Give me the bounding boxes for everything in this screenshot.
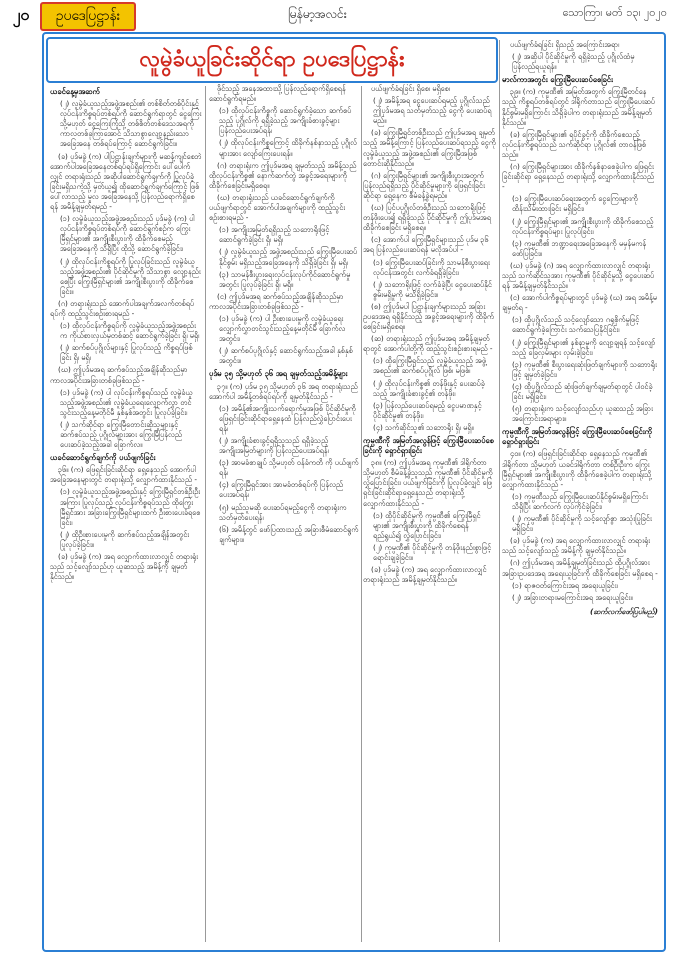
- clause-item: (၄) ထိုပုဂ္ဂိုလ်သည် ဆုံးဖြတ်ချက်ချမှတ်ရာတွင် ပါဝင်ခဲ့ခြင်း မရှိခြင်း၊: [512, 381, 653, 401]
- page-header: [0, 0, 679, 30]
- clause-item: (၁) ပုဒ်မခွဲ (က) ပါ ဦးစားပေးမှုကို လူမွဲခံယူရေးလျှောက်လွှာတင်သွင်းသည့်နေ့မတိုင်မီ ခြောက်လအတွင်း၊: [219, 313, 346, 344]
- paragraph: (ခ) ပုဒ်မခွဲ (က) အရ လျှောက်ထားလာလျှင် တရားရုံးသည် သင့်လျော်သည်ဟု ယူဆသည့် အမိန့်ကို ချမှတ်နိုင်သည်။: [50, 552, 199, 582]
- paragraph: ၃၆။ (က) ဖြေရှင်းခြင်းဆိုင်ရာ ရှေ့နေသည် အောက်ပါအခြေအနေများတွင် တရားရုံးသို့ လျှောက်ထားနိုင်သည် -: [50, 465, 197, 485]
- paragraph: ၄၀။ (က) ဖြေရှင်းခြင်းဆိုင်ရာ ရှေ့နေသည် ကုမ္ပဏီ၏ ဒါရိုက်တာ သို့မဟုတ် ယခင်ဒါရိုက်တာ တစ်ဦးဦးက ကြွေးမြီရှင်များ၏ အကျိုးစီးပွားကို ထိခိုက်စေခဲ့ပါက တရားရုံးသို့ လျှောက်ထားနိုင်သည် -: [502, 449, 652, 489]
- column-1: [50, 84, 202, 942]
- paragraph: ဖိုင်သည့် အနေအထားသို့ ပြန်လည်ရောက်ရှိစေရန် ဆောင်ရွက်ရမည်။: [209, 84, 346, 104]
- clause-item: (၃) ကုမ္ပဏီ၏ စီးပွားရေးဆုံးဖြတ်ချက်များကို သဘောရိုးဖြင့် ချမှတ်ခဲ့ခြင်း၊: [512, 359, 657, 379]
- clause-item: (၂) အမိန့်အရ ငွေပေးဆပ်ရမည့် ပုဂ္ဂိုလ်သည် ဤပုဒ်မအရ သတ်မှတ်သည့် ငွေကို ပေးဆပ်ရမည်။: [373, 96, 492, 126]
- clause-item: (၂) လူမွဲခံယူသည့် အဖွဲ့အစည်းသည် ကြွေးမြီပေးဆပ်နိုင်စွမ်း မရှိသည့်အခြေအနေကို သိရှိခဲ့ခြင်း ရှိ၊ မရှိ၊: [219, 247, 358, 267]
- clause-item: (၂) ကြွေးမြီရှင်များ၏ နစ်နာမှုကို လျော့ချရန် သင့်လျော်သည့် ခြေလှမ်းများ လှမ်းခဲ့ခြင်း၊: [512, 337, 656, 357]
- clause-item: (၂) ကြွေးမြီရှင်များ၏ အကျိုးစီးပွားကို ထိခိုက်စေသည့် လုပ်ငန်းကိစ္စရပ်များ ပြုလုပ်ခြင်း၊: [512, 216, 654, 236]
- clause-item: (၄) သက်ဆိုင်သူ၏ သဘောရိုး ရှိ၊ မရှိ။: [373, 422, 474, 432]
- paragraph: (စ) ဤပုဒ်မပါ ပြဋ္ဌာန်းချက်များသည် အခြားဥပဒေအရ ရရှိနိုင်သည့် အခွင့်အရေးများကို ထိခိုက်စေခြင်းမရှိစေရ။: [363, 301, 495, 332]
- clause-item: (၅) တရားရုံးက သင့်လျော်သည်ဟု ယူဆသည့် အခြားအကြောင်းအရာများ။: [512, 404, 653, 424]
- clause-item: (၃) အာမခံစာချုပ် သို့မဟုတ် ဝန်ခံကတိ ကို ပယ်ဖျက်ရန်၊: [219, 458, 359, 478]
- page-number: ၂၀: [12, 5, 30, 24]
- section-tab: ဥပဒေပြဋ္ဌာန်း: [40, 2, 136, 31]
- paragraph: (ဂ) တရားရုံးက ဤပုဒ်မအရ ချမှတ်သည့် အမိန့်သည် ထိုလုပ်ငန်းကိစ္စ၏ နောက်ဆက်တွဲ အခွင့်အရေးများကို ထိခိုက်စေခြင်းမရှိစေရ။: [209, 160, 357, 190]
- paragraph: (ဆ) တရားရုံးသည် ဤပုဒ်မအရ အမိန့်ချမှတ်ရာတွင် အောက်ပါတို့ကို ထည့်သွင်းစဉ်းစားရမည် -: [363, 334, 493, 354]
- clause-item: (၁) ကြွေးမြီပေးဆပ်ရေးအတွက် ငွေကြေးများကို ထိန်းသိမ်းထားခြင်း မရှိခြင်း၊: [512, 194, 638, 214]
- paragraph: ၃၉။ (က) ကုမ္ပဏီ၏ အမြတ်အတွက် ကြွေးမြီတင်နေသည့် ကိစ္စရပ်တစ်ရပ်တွင် ဒါရိုက်တာသည် ကြွေးမြီပေးဆပ်နိုင်စွမ်းမရှိကြောင်း သိရှိခဲ့ပါက တရားရုံးသည် အမိန့်ချမှတ်နိုင်သည်။: [502, 87, 655, 127]
- paragraph: (ဃ) ပြင်ပပုဂ္ဂိုလ်တစ်ဦးသည် သဘောရိုးဖြင့် တန်ဖိုးပေး၍ ရရှိခဲ့သည့် ပိုင်ဆိုင်မှုကို ဤပုဒ်မအရ ထိခိုက်စေခြင်း မရှိစေရ။: [363, 203, 491, 233]
- paragraph: (ဃ) ဤပုဒ်မအရ ဆက်စပ်သည့်အချိန်ဆိုသည်မှာ ကာလအပိုင်းအခြားတစ်ခုဖြစ်သည် -: [50, 365, 188, 385]
- clause-item: (၂) အခြားတရားမကြောင်းအရ အရေးယူခြင်း။: [512, 592, 633, 602]
- clause-item: (၁) လူမွဲခံယူသည့်အဖွဲ့အစည်းနှင့် ကြွေးမြီရှင်တစ်ဦးဦးအကြား ပြုလုပ်သည့် လုပ်ငန်းကိစ္စရပ်သည် ထိုကြွေးမြီရှင်အား အခြားကြွေးမြီရှင်များထက် ဦးစားပေးခံရစေခြင်း၊: [60, 487, 201, 527]
- paragraph: (င) အောက်ပါ ကြွေးမြီရှင်များသည် ပုဒ်မ ၃၆ အရ ပြန်လည်ပေးဆပ်ရန် မလိုအပ်ပါ -: [363, 235, 489, 255]
- clause-item: (၂) အကျိုးခံစားခွင့်ရရှိသူသည် ရရှိခဲ့သည့် အကျိုးအမြတ်များကို ပြန်လည်ပေးအပ်ရန်၊: [219, 436, 329, 456]
- column-4: [502, 40, 658, 942]
- clause-item: (၅) မည်သူမဆို ပေးဆပ်ရမည့်ငွေကို တရားရုံးက သတ်မှတ်ပေးရန်၊: [219, 502, 347, 522]
- section-heading: ယခင်နေ့မှအဆက်: [50, 87, 100, 96]
- title-banner: [46, 37, 498, 83]
- paragraph: (ခ) ကြွေးမြီရှင်တစ်ဦးသည် ဤပုဒ်မအရ ချမှတ်သည့် အမိန့်ကြောင့် ပြန်လည်ပေးဆပ်ရသည့် ငွေကို လူမွဲခံယူသည့် အဖွဲ့အစည်း၏ ကြွေးမြီအဖြစ် တောင်းဆိုနိုင်သည်။: [363, 128, 496, 168]
- paragraph: ပယ်ဖျက်ခံရခြင်း ရှိစေ၊ မရှိစေ၊: [371, 84, 450, 93]
- clause-item: (၁) အကျိုးအမြတ်ရရှိသည့် သဘောရိုးဖြင့် ဆောင်ရွက်ခဲ့ခြင်း ရှိ၊ မရှိ၊: [219, 225, 330, 245]
- newspaper-name: မြန်မာ့အလင်း: [288, 7, 347, 21]
- clause-item: (၂) ထိုလုပ်ငန်းကိစ္စကြောင့် ထိခိုက်နစ်နာသည့် ပုဂ္ဂိုလ်များအား လျော်ကြေးပေးရန်။: [219, 138, 358, 158]
- clause-item: (၁) ပုဒ်မခွဲ (က) ပါ လုပ်ငန်းကိစ္စရပ်သည် လူမွဲခံယူသည့်အဖွဲ့အစည်း၏ လူမွဲခံယူရေးလျှောက်လွှာ တင်သွင်းသည့်နေ့မတိုင်မီ နှစ်နှစ်အတွင်း ပြုလုပ်ခဲ့ခြင်း၊: [60, 387, 193, 417]
- article-title: လူမွဲခံယူခြင်းဆိုင်ရာ ဥပဒေပြဋ္ဌာန်း: [139, 47, 405, 72]
- paragraph: ၃၈။ (က) ဤပုဒ်မအရ ကုမ္ပဏီ၏ ဒါရိုက်တာ သို့မဟုတ် စီမံခန့်ခွဲသူသည် ကုမ္ပဏီ၏ ပိုင်ဆိုင်မှုကို လွှဲပြောင်းခြင်း၊ ပယ်ဖျက်ခြင်းကို ပြုလုပ်ခဲ့လျှင် ဖြေရှင်းခြင်းဆိုင်ရာရှေ့နေသည် တရားရုံးသို့ လျှောက်ထားနိုင်သည် -: [363, 458, 493, 508]
- paragraph: ပယ်ဖျက်ခံရခြင်း ရှိသည့် အကြောင်းအရာ၊: [510, 40, 620, 49]
- clause-item: (၁) ထိုလုပ်ငန်းကိစ္စကို ဆောင်ရွက်ခဲ့သော ဆက်စပ်သည့် ပုဂ္ဂိုလ်ကို ရရှိခဲ့သည့် အကျိုးခံစားခွင့်များ ပြန်လည်ပေးအပ်ရန်၊: [219, 106, 352, 136]
- clause-item: (၂) ထိုလုပ်ငန်းကိစ္စရပ်ကို ပြုလုပ်ခြင်းသည် လူမွဲခံယူသည့်အဖွဲ့အစည်း၏ ပိုင်ဆိုင်မှုကို သိသာစွာ လျော့နည်းစေပြီး ကြွေးမြီရှင်များ၏ အကျိုးစီးပွားကို ထိခိုက်စေခြင်း။: [60, 256, 201, 296]
- clause-item: (၂) ထိုဦးစားပေးမှုကို ဆက်စပ်သည့်အချိန်အတွင်း ပြုလုပ်ခဲ့ခြင်း။: [60, 529, 190, 549]
- section-heading: ကုမ္ပဏီကို အမြတ်အလွန်ဖြင့် ကြွေးမြီပေးဆပ်စေခြင်းကို ရှောင်ရှားခြင်း: [502, 427, 653, 447]
- section-heading: ယခင်ဆောင်ရွက်ချက်ကို ပယ်ဖျက်ခြင်း: [50, 453, 156, 463]
- clause-item: (၁) ထိုကြွေးမြီရှင်သည် လူမွဲခံယူသည့် အဖွဲ့အစည်း၏ ဆက်စပ်ပုဂ္ဂိုလ် ဖြစ်၊ မဖြစ်၊: [373, 356, 487, 376]
- paragraph: (ခ) ပုဒ်မခွဲ (က) အရ လျှောက်ထားလာလျှင် တရားရုံးသည် အမိန့်ချမှတ်နိုင်သည်။: [363, 565, 487, 585]
- clause-item: (၂) ကုမ္ပဏီ၏ ပိုင်ဆိုင်မှုကို တန်ဖိုးနည်းစွာဖြင့် ရောင်းချခဲ့ခြင်း။: [373, 542, 492, 563]
- column-divider: [499, 40, 500, 942]
- clause-item: (၂) ကုမ္ပဏီ၏ ပိုင်ဆိုင်မှုကို သင့်လျော်စွာ အသုံးပြုခြင်း မရှိခြင်း၊: [512, 514, 652, 534]
- clause-item: (၆) အမိန့်တွင် ဖော်ပြထားသည့် အခြားစီမံဆောင်ရွက်ချက်များ။: [219, 524, 359, 544]
- clause-item: (၁) ထိုပုဂ္ဂိုလ်သည် သင့်လျော်သော ဂရုစိုက်မှုဖြင့် ဆောင်ရွက်ခဲ့ကြောင်း သက်သေပြနိုင်ခြင်း၊: [512, 315, 640, 335]
- paragraph: (ဂ) ကြွေးမြီရှင်များအား ထိခိုက်နစ်နာစေခဲ့ပါက ဖြေရှင်းခြင်းဆိုင်ရာ ရှေ့နေသည် တရားရုံးသို့ လျှောက်ထားနိုင်သည် -: [502, 162, 655, 192]
- issue-date: သောကြာ၊ မတ် ၁၃၊ ၂၀၂၀: [562, 6, 667, 19]
- paragraph: (ဂ) ကြွေးမြီရှင်များ၏ အကျိုးစီးပွားအတွက် ပြန်လည်ရရှိသည့် ပိုင်ဆိုင်မှုများကို ဖြေရှင်းခြင်းဆိုင်ရာ ရှေ့နေက စီမံခန့်ခွဲရမည်။: [363, 170, 485, 200]
- clause-item: (၃) သာမန်စီးပွားရေးလုပ်ငန်းလုပ်ကိုင်ဆောင်ရွက်မှုအတွင်း ပြုလုပ်ခဲ့ခြင်း ရှိ၊ မရှိ။: [219, 269, 351, 289]
- clause-item: (၄) ကြွေးမြီရှင်အား အာမခံတစ်ရပ်ကို ပြန်လည်ပေးအပ်ရန်၊: [219, 480, 343, 500]
- clause-item: (၂) ဆက်စပ်ပုဂ္ဂိုလ်နှင့် ဆောင်ရွက်သည့်အခါ နှစ်နှစ်အတွင်း။: [219, 346, 353, 366]
- section-heading: မာလ်ကာအတွင်း ကြွေးမြီပေးဆပ်စေခြင်း: [502, 75, 613, 85]
- paragraph: (ဂ) ဤပုဒ်မအရ အမိန့်ချမှတ်ခြင်းသည် ထိုပုဂ္ဂိုလ်အား အခြားဥပဒေအရ အရေးယူခြင်းကို ထိခိုက်စေခြင်း မရှိစေရ -: [502, 558, 658, 578]
- section-heading: ပုဒ်မ ၃၅ သို့မဟုတ် ၃၆ အရ ချမှတ်သည့်အမိန့်များ: [209, 369, 348, 379]
- clause-item: (၂) ဆက်စပ်ပုဂ္ဂိုလ်များနှင့် ပြုလုပ်သည့် ကိစ္စရပ်ဖြစ်ခြင်း ရှိ၊ မရှိ၊: [60, 343, 193, 363]
- clause-item: (၁) အမိန့်၏အကျိုးသက်ရောက်မှုအဖြစ် ပိုင်ဆိုင်မှုကို ဖြေရှင်းခြင်းဆိုင်ရာရှေ့နေထံ ပြန်လည်လွှဲပြောင်းပေးရန်၊: [219, 403, 356, 433]
- clause-item: (၁) ကုမ္ပဏီသည် ကြွေးမြီပေးဆပ်နိုင်စွမ်းမရှိကြောင်း သိရှိပြီး ဆက်လက် လုပ်ကိုင်ခဲ့ခြင်း၊: [512, 491, 648, 511]
- paragraph: (ခ) ပုဒ်မခွဲ (က) ပါပြဋ္ဌာန်းချက်များကို မဆန့်ကျင်စေဘဲ အောက်ပါအခြေအနေတစ်ရပ်ရပ်ရှိကြောင်း ပေါ်ပေါက်လျှင် တရားရုံးသည် အဆိုပါဆောင်ရွက်ချက်ကို ပြုလုပ်ခဲ့ခြင်းမရှိသကဲ့သို့ မှတ်ယူ၍ ထိုဆောင်ရွက်ချက်ကြောင့် ဖြစ်ပေါ်လာသည့် မူလ အခြေအနေသို့ ပြန်လည်ရောက်ရှိစေရန် အမိန့်ချမှတ်ရမည် -: [50, 151, 202, 212]
- clause-item: (၂) အဆိုပါ ပိုင်ဆိုင်မှုကို ရရှိခဲ့သည့် ပုဂ္ဂိုလ်ထံမှ ပြန်လည်ရယူရန်။: [512, 52, 635, 72]
- clause-item: (၁) ရာဇဝတ်ကြောင်းအရ အရေးယူခြင်း၊: [512, 580, 618, 590]
- clause-item: (၁) ကြွေးမြီပေးဆပ်ခြင်းကို သာမန်စီးပွားရေးလုပ်ငန်းအတွင်း လက်ခံရရှိခဲ့ခြင်း၊: [373, 257, 490, 277]
- clause-item: (၁) ထိုပိုင်ဆိုင်မှုကို ကုမ္ပဏီ၏ ကြွေးမြီရှင်များ၏ အကျိုးစီးပွားကို ထိခိုက်စေရန် ရည်ရွယ်၍ လွှဲပြောင်းခြင်း၊: [373, 510, 481, 540]
- column-2: [209, 84, 359, 942]
- section-heading: ကုမ္ပဏီကို အမြတ်အလွန်ဖြင့် ကြွေးမြီပေးဆပ်စေခြင်းကို ရှောင်ရှားခြင်း: [363, 436, 494, 456]
- paragraph: (ခ) ကြွေးမြီရှင်များ၏ ရပိုင်ခွင့်ကို ထိခိုက်စေသည့် လုပ်ငန်းကိစ္စရပ်သည် သက်ဆိုင်ရာ ပုဂ္ဂိုလ်၏ တာဝန်ဖြစ်သည်။: [502, 129, 647, 159]
- clause-item: (၂) ထိုလုပ်ငန်းကိစ္စ၏ တန်ဖိုးနှင့် ပေးဆပ်ခဲ့သည့် အကျိုးခံစားခွင့်၏ တန်ဖိုး၊: [373, 378, 485, 398]
- paragraph: (င) ဤပုဒ်မအရ ဆက်စပ်သည့်အချိန်ဆိုသည်မှာ ကာလအပိုင်းအခြားတစ်ခုဖြစ်သည် -: [209, 291, 344, 311]
- clause-item: (၂) လူမွဲခံယူသည့်အဖွဲ့အစည်း၏ တစ်စိတ်တစ်ပိုင်းနှင့် လုပ်ငန်းကိစ္စရပ်တစ်ရပ်ကို ဆောင်ရွက်ရာတွင် ငွေကြေးသို့မဟုတ် ငွေကြေးကြုံသို့ တစ်စိတ်တစ်ဒေသအရကိုကာလတစ်ခုကြာအောင် သိသာစွာလျော့နည်းသော အခြေအနေ တစ်ရပ်ကြောင့် ဆောင်ရွက်ခြင်း။: [60, 99, 202, 149]
- paragraph: (ဃ) တရားရုံးသည် ယခင်ဆောင်ရွက်ချက်ကို ပယ်ဖျက်ရာတွင် အောက်ပါအချက်များကို ထည့်သွင်းစဉ်းစားရမည် -: [209, 192, 346, 223]
- column-divider: [205, 86, 206, 942]
- paragraph: (ဂ) တရားရုံးသည် အောက်ပါအချက်အလက်တစ်ရပ်ရပ်ကို ထည့်သွင်းစဉ်းစားရမည် -: [50, 298, 195, 318]
- clause-item: (၁) လူမွဲခံယူသည့်အဖွဲ့အစည်းသည် ပုဒ်မခွဲ (က) ပါ လုပ်ငန်းကိစ္စရပ်တစ်ရပ်ကို ဆောင်ရွက်စဉ်က ကြွေးမြီရှင်များ၏ အကျိုးစီးပွားကို ထိခိုက်စေမည့် အခြေအနေကို သိရှိပြီး ထိုသို့ ဆောင်ရွက်ခဲ့ခြင်း၊: [60, 214, 195, 254]
- clause-item: (၃) ပြန်လည်ပေးဆပ်ရမည့် ငွေပမာဏနှင့် ပိုင်ဆိုင်မှု၏ တန်ဖိုး၊: [373, 400, 482, 420]
- clause-item: (၃) ကုမ္ပဏီ၏ ဘဏ္ဍာရေးအခြေအနေကို မမှန်မကန် ဖော်ပြခြင်း။: [512, 238, 647, 258]
- paragraph: (င) အောက်ပါကိစ္စရပ်များတွင် ပုဒ်မခွဲ (ဃ) အရ အမိန့်မချမှတ်ရ -: [502, 293, 657, 313]
- clause-item: (၂) သက်ဆိုင်ရာ ကြွေးမြီတောင်းဆိုသူများနှင့် ဆက်စပ်သည့် ပုဂ္ဂိုလ်များအား ကြွေးမြီပြန်လည်ပေးဆပ်ခဲ့သည့်အခါ ခြောက်လ။: [60, 419, 182, 450]
- column-divider: [361, 86, 362, 942]
- column-3: [363, 84, 496, 942]
- clause-item: (၁) ထိုလုပ်ငန်းကိစ္စရပ်ကို လူမွဲခံယူသည့်အဖွဲ့အစည်းက ကိုယ်စားလှယ်မှတစ်ဆင့် ဆောင်ရွက်ခဲ့ခြင်း ရှိ၊ မရှိ၊: [60, 321, 200, 341]
- paragraph: ၃၇။ (က) ပုဒ်မ ၃၅ သို့မဟုတ် ၃၆ အရ တရားရုံးသည် အောက်ပါ အမိန့်တစ်ရပ်ရပ်ကို ချမှတ်နိုင်သည် -: [209, 381, 358, 401]
- paragraph: (ခ) ပုဒ်မခွဲ (က) အရ လျှောက်ထားလာလျှင် တရားရုံးသည် သင့်လျော်သည့် အမိန့်ကို ချမှတ်နိုင်သည်။: [502, 536, 651, 556]
- paragraph: (ဃ) ပုဒ်မခွဲ (ဂ) အရ လျှောက်ထားလာလျှင် တရားရုံးသည် သက်ဆိုင်သူအား ကုမ္ပဏီ၏ ပိုင်ဆိုင်မှုသို့ ငွေပေးဆပ်ရန် အမိန့်ချမှတ်နိုင်သည်။: [502, 260, 655, 291]
- continued-note: (ဆက်လက်ဖော်ပြပါမည်): [589, 606, 658, 616]
- clause-item: (၂) သဘောရိုးဖြင့် လက်ခံခဲ့ပြီး ငွေပေးဆပ်နိုင်စွမ်းမရှိမှုကို မသိရှိခဲ့ခြင်း။: [373, 279, 492, 299]
